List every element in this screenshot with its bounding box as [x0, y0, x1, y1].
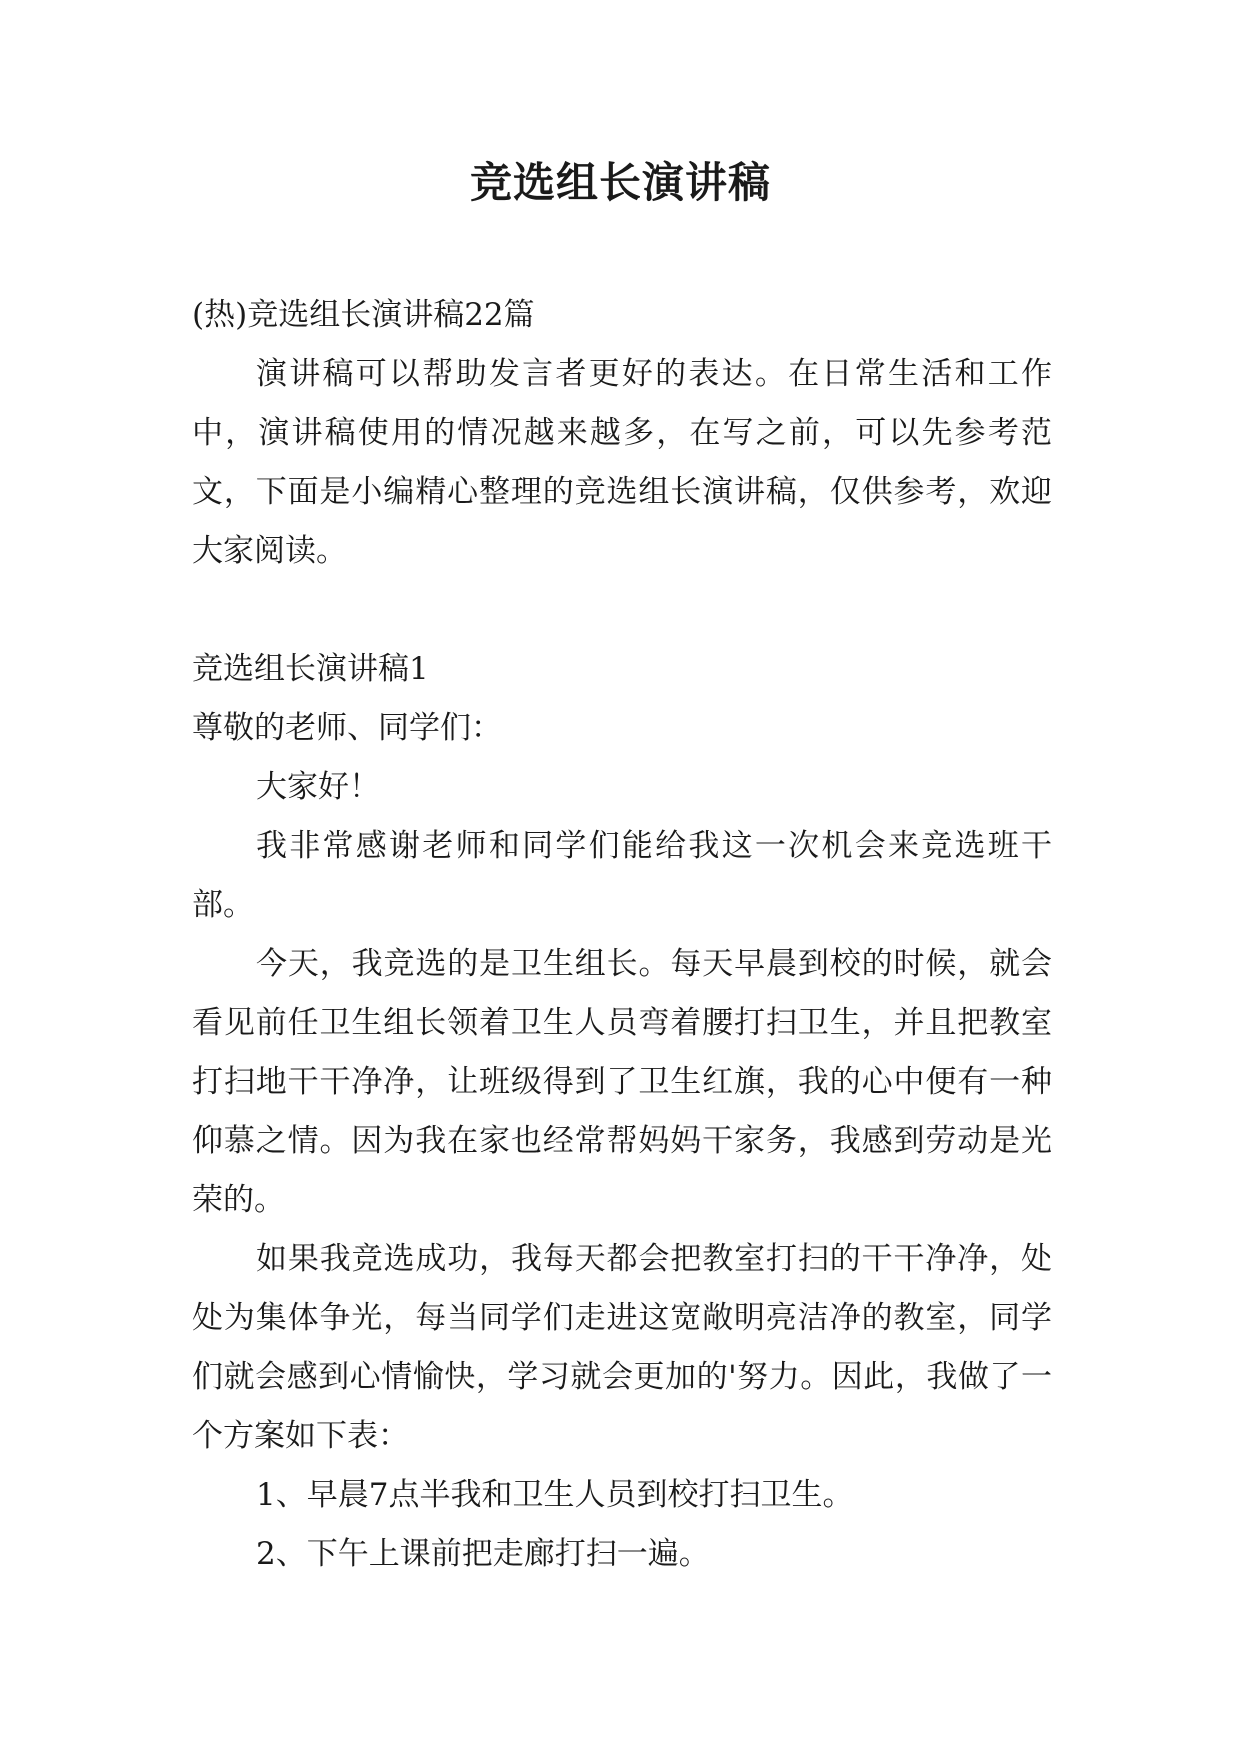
- salutation: 尊敬的老师、同学们：: [192, 710, 502, 746]
- list-item: 1、早晨7点半我和卫生人员到校打扫卫生。: [256, 1477, 854, 1513]
- body-paragraph: 我非常感谢老师和同学们能给我这一次机会来竞选班干部。: [192, 828, 1052, 923]
- document-title: 竞选组长演讲稿: [469, 158, 771, 207]
- document-subtitle: (热)竞选组长演讲稿22篇: [192, 297, 535, 333]
- body-paragraph: 如果我竞选成功，我每天都会把教室打扫的干干净净，处处为集体争光，每当同学们走进这宽敞明亮洁净的教室，同学们就会感到心情愉快，学习就会更加的'努力。因此，我做了一个方案如下表：: [192, 1241, 1052, 1454]
- document-body: [192, 286, 1052, 1584]
- intro-paragraph: 演讲稿可以帮助发言者更好的表达。在日常生活和工作中，演讲稿使用的情况越来越多，在写之前，可以先参考范文，下面是小编精心整理的竞选组长演讲稿，仅供参考，欢迎大家阅读。: [192, 356, 1052, 569]
- greeting: 大家好！: [256, 769, 380, 805]
- list-item: 2、下午上课前把走廊打扫一遍。: [256, 1536, 710, 1572]
- section-heading: 竞选组长演讲稿1: [192, 651, 429, 687]
- body-paragraph: 今天，我竞选的是卫生组长。每天早晨到校的时候，就会看见前任卫生组长领着卫生人员弯着腰打扫卫生，并且把教室打扫地干干净净，让班级得到了卫生红旗，我的心中便有一种仰慕之情。因为我在家也经常帮妈妈干家务，我感到劳动是光荣的。: [192, 946, 1052, 1218]
- paragraph-spacer: [192, 581, 1052, 640]
